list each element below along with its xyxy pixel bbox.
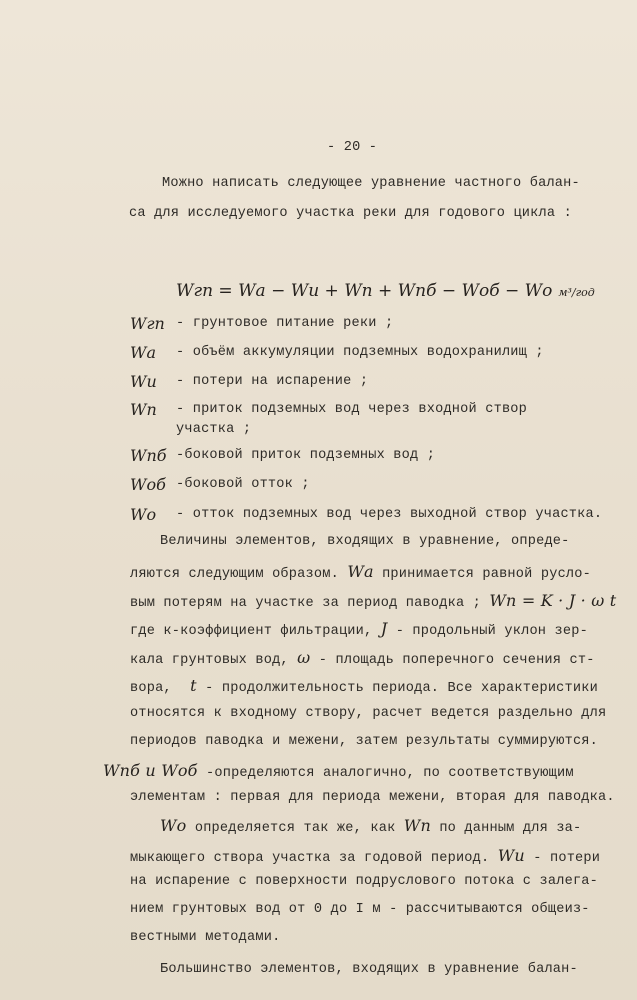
body-line-11: Wо определяется так же, как Wп по данным для за- bbox=[160, 816, 582, 836]
body-line-10: элементам : первая для периода межени, вторая для паводка. bbox=[130, 790, 615, 805]
def-text-wp: - приток подземных вод через входной створ bbox=[176, 402, 528, 417]
inline-symbol-omega: ω bbox=[297, 648, 311, 667]
intro-line-1: Можно написать следующее уравнение частного балан- bbox=[162, 176, 580, 191]
def-symbol-wp: Wп bbox=[130, 400, 157, 419]
body-line-2: ляются следующим образом. Wа принимается равной русло- bbox=[130, 562, 592, 582]
body-line-5: кала грунтовых вод, ω - площадь поперечного сечения ст- bbox=[130, 648, 595, 668]
intro-line-2: са для исследуемого участка реки для годового цикла : bbox=[129, 206, 572, 221]
inline-symbol-j: J bbox=[380, 619, 388, 638]
inline-symbol-wa: Wа bbox=[347, 562, 374, 581]
def-text-wp-cont: участка ; bbox=[176, 422, 252, 437]
body-line-8: периодов паводка и межени, затем результаты суммируются. bbox=[130, 734, 599, 749]
balance-equation bbox=[176, 281, 595, 301]
def-symbol-wa: Wа bbox=[130, 343, 156, 362]
def-symbol-wpb: Wпб bbox=[130, 446, 167, 465]
body-line-12: мыкающего створа участка за годовой период. Wи - потери bbox=[130, 846, 601, 866]
inline-symbol-wi: Wи bbox=[497, 846, 525, 865]
def-symbol-wgp: Wгп bbox=[130, 314, 165, 333]
body-line-1: Величины элементов, входящих в уравнение, опреде- bbox=[160, 534, 570, 549]
body-line-13: на испарение с поверхности подруслового потока с залега- bbox=[130, 874, 599, 889]
def-text-wgp: - грунтовое питание реки ; bbox=[176, 316, 394, 331]
body-line-4: где к-коэффициент фильтрации, J - продольный уклон зер- bbox=[130, 619, 588, 639]
def-symbol-wob: Wоб bbox=[130, 475, 166, 494]
inline-symbol-wpb-wob: Wпб и Wоб bbox=[103, 761, 198, 780]
def-symbol-wi: Wи bbox=[130, 372, 157, 391]
body-line-16: Большинство элементов, входящих в уравнение балан- bbox=[160, 962, 578, 977]
body-line-15: вестными методами. bbox=[130, 930, 281, 945]
def-text-wo: - отток подземных вод через выходной створ участка. bbox=[176, 507, 603, 522]
inline-formula-wp: Wп = K · J · ω t bbox=[489, 591, 617, 610]
body-line-14: нием грунтовых вод от 0 до I м - рассчитываются общеиз- bbox=[130, 902, 590, 917]
inline-symbol-t: t bbox=[190, 676, 197, 695]
def-text-wpb: -боковой приток подземных вод ; bbox=[176, 448, 436, 463]
def-text-wi: - потери на испарение ; bbox=[176, 374, 369, 389]
def-text-wa: - объём аккумуляции подземных водохранилищ ; bbox=[176, 345, 544, 360]
body-line-3: вым потерям на участке за период паводка ; Wп = K · J · ω t bbox=[130, 591, 617, 611]
equation-unit: м³/год bbox=[558, 286, 595, 299]
page-number: - 20 - bbox=[327, 140, 378, 155]
body-line-6: вора, t - продолжительность периода. Все характеристики bbox=[130, 676, 598, 696]
def-symbol-wo: Wо bbox=[130, 505, 157, 524]
inline-symbol-wo: Wо bbox=[160, 816, 187, 835]
inline-symbol-wp: Wп bbox=[403, 816, 431, 835]
def-text-wob: -боковой отток ; bbox=[176, 477, 310, 492]
body-line-7: относятся к входному створу, расчет ведется раздельно для bbox=[130, 706, 607, 721]
equation-expression: Wгп = Wа − Wи + Wп + Wпб − Wоб − Wо bbox=[176, 281, 553, 301]
body-line-9: Wпб и Wоб -определяются аналогично, по соответствующим bbox=[103, 761, 574, 781]
